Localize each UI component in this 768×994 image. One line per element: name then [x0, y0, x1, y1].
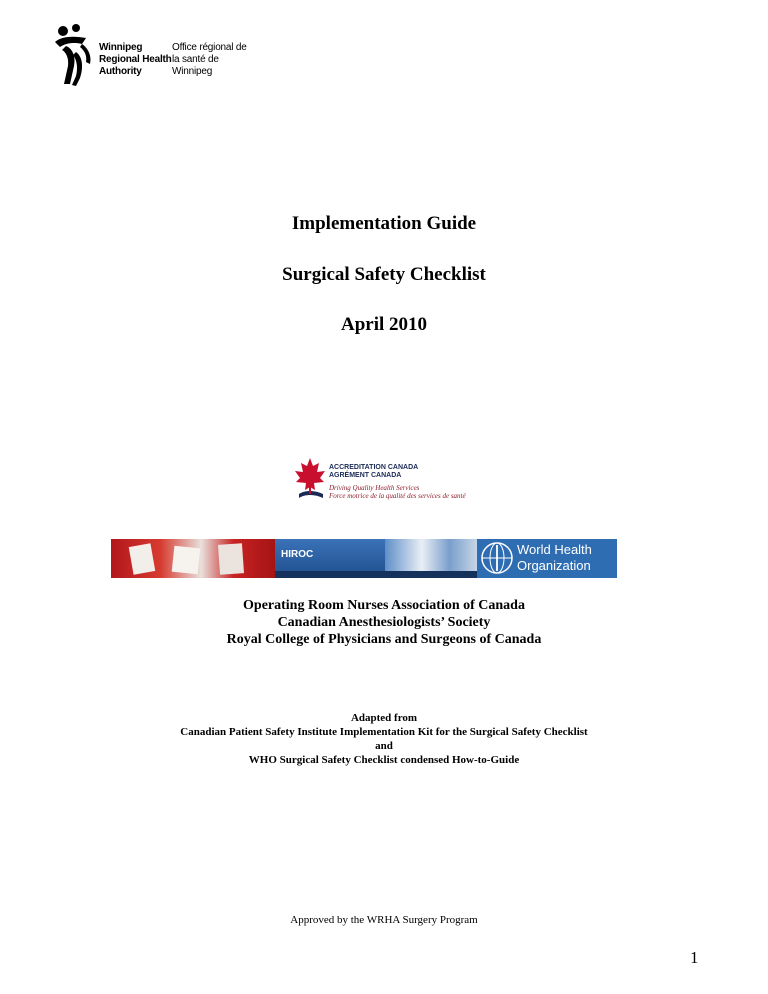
wrha-figure-icon — [52, 22, 96, 90]
hiroc-logo: HIROC — [281, 549, 314, 560]
partner-banner — [111, 539, 617, 578]
accreditation-line-2: AGRÉMENT CANADA — [329, 472, 402, 479]
accreditation-tagline-1: Driving Quality Health Services — [329, 484, 420, 492]
who-banner — [477, 539, 617, 578]
organization-3: Royal College of Physicians and Surgeons of Canada — [226, 632, 542, 647]
organization-1: Operating Room Nurses Association of Canada — [243, 598, 525, 613]
logo-text-en: Winnipeg Regional Health Authority — [99, 42, 172, 77]
approval-note: Approved by the WRHA Surgery Program — [290, 914, 478, 926]
accreditation-line-1: ACCREDITATION CANADA — [329, 464, 419, 471]
guide-subject: Surgical Safety Checklist — [282, 264, 486, 285]
who-wordmark-1: World Health — [517, 542, 592, 557]
adapted-conjunction: and — [375, 740, 393, 752]
guide-title: Implementation Guide — [291, 213, 477, 234]
checklist-photo — [111, 539, 275, 578]
hiroc-banner — [275, 539, 477, 578]
who-wordmark-2: Organization — [517, 558, 591, 573]
adapted-source-1: Canadian Patient Safety Institute Implementation Kit for the Surgical Safety Checklist — [180, 726, 588, 738]
adapted-source-2: WHO Surgical Safety Checklist condensed How-to-Guide — [248, 754, 520, 766]
maple-leaf-icon — [293, 456, 327, 504]
organization-2: Canadian Anesthesiologists’ Society — [277, 615, 491, 630]
logo-text-fr: Office régional de la santé de Winnipeg — [172, 42, 247, 77]
who-emblem-icon — [480, 541, 514, 575]
adapted-heading: Adapted from — [350, 712, 418, 724]
page-number: 1 — [690, 948, 699, 967]
accreditation-tagline-2: Force motrice de la qualité des services de santé — [329, 492, 466, 500]
wrha-logo — [52, 22, 252, 90]
accreditation-canada-logo — [293, 456, 477, 506]
guide-date: April 2010 — [340, 314, 428, 335]
